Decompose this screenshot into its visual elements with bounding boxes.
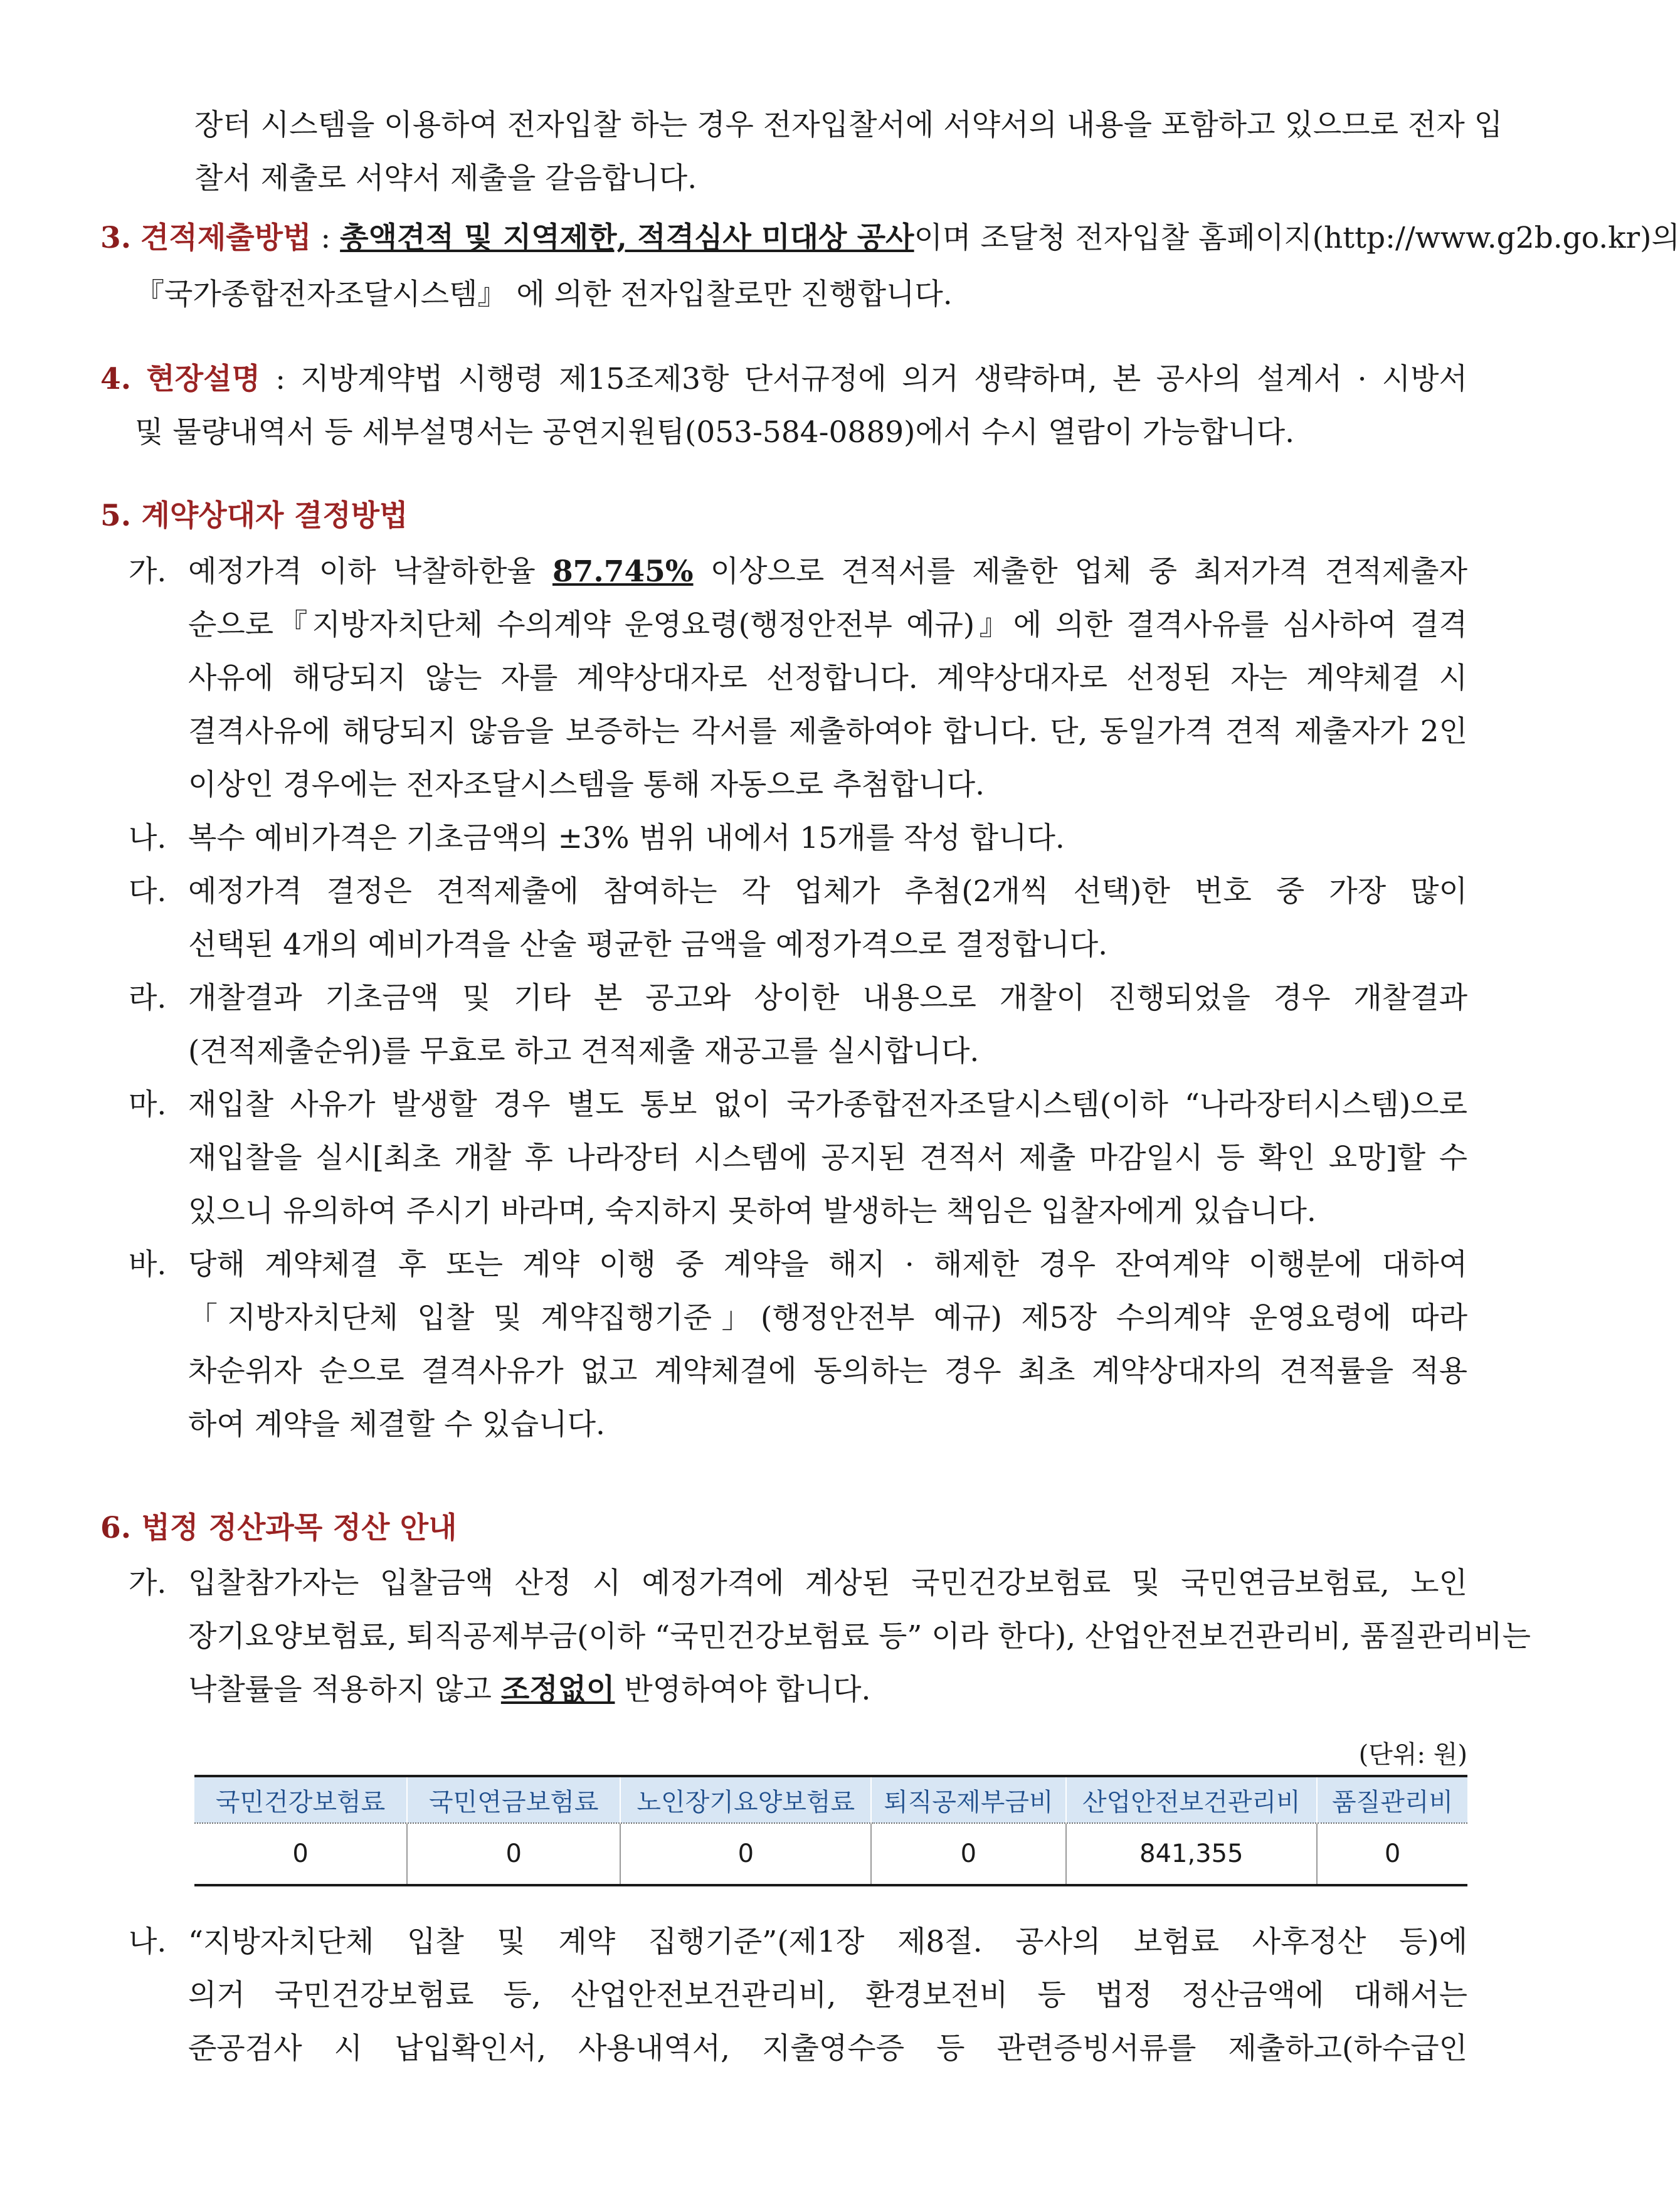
item-5-ra-line-1: 개찰결과 기초금액 및 기타 본 공고와 상이한 내용으로 개찰이 진행되었을 경우 개찰결과 bbox=[188, 981, 1467, 1015]
item-5-ba-line: 「지방자치단체 입찰 및 계약집행기준」(행정안전부 예규) 제5장 수의계약 운영요령에 따라 bbox=[188, 1301, 1467, 1335]
item-marker: 다. bbox=[129, 874, 167, 909]
section-4-title: 현장설명 bbox=[146, 362, 260, 396]
unit-label: (단위: 원) bbox=[1358, 1740, 1467, 1769]
table-row bbox=[194, 1823, 1467, 1885]
item-marker: 나. bbox=[129, 821, 167, 855]
item-marker: 라. bbox=[129, 981, 167, 1015]
item-marker: 마. bbox=[129, 1087, 167, 1122]
bid-rate: 87.745% bbox=[552, 554, 694, 589]
section-6-title: 법정 정산과목 정산 안내 bbox=[141, 1511, 457, 1545]
item-marker: 가. bbox=[129, 554, 167, 589]
item-6-na-line: 준공검사 시 납입확인서, 사용내역서, 지출영수증 등 관련증빙서류를 제출하고(하수급인 bbox=[188, 2031, 1467, 2066]
item-6-ga-line-3-post: 반영하여야 합니다. bbox=[615, 1673, 871, 1707]
item-5-da-line: 선택된 4개의 예비가격을 산술 평균한 금액을 예정가격으로 결정합니다. bbox=[188, 928, 1108, 962]
item-6-ga-line-2: 장기요양보험료, 퇴직공제부금(이하 “국민건강보험료 등” 이라 한다), 산업안전보건관리비, 품질관리비는 bbox=[188, 1619, 1531, 1654]
section-3-line-1-rest: 이며 조달청 전자입찰 홈페이지(http://www.g2b.go.kr)의 bbox=[914, 221, 1680, 255]
section-6-number: 6. bbox=[100, 1511, 132, 1545]
table-cell: 0 bbox=[1317, 1823, 1467, 1885]
table-header-cell: 노인장기요양보험료 bbox=[620, 1776, 871, 1823]
item-5-ga-line-1 bbox=[188, 553, 1467, 591]
section-3-emphasis: 총액견적 및 지역제한, 적격심사 미대상 공사 bbox=[340, 221, 914, 255]
item-5-ma-line: 있으니 유의하여 주시기 바라며, 숙지하지 못하여 발생하는 책임은 입찰자에게 있습니다. bbox=[188, 1194, 1316, 1229]
item-5-ga-pre: 예정가격 이하 낙찰하한율 bbox=[188, 554, 552, 589]
section-5-number: 5. bbox=[100, 499, 132, 533]
item-6-na-line-1: “지방자치단체 입찰 및 계약 집행기준”(제1장 제8절. 공사의 보험료 사후정산 등)에 bbox=[188, 1925, 1467, 1959]
table-cell: 0 bbox=[620, 1823, 871, 1885]
section-6-heading bbox=[100, 1510, 457, 1547]
section-4-number: 4. bbox=[100, 362, 132, 396]
intro-line-1: 장터 시스템을 이용하여 전자입찰 하는 경우 전자입찰서에 서약서의 내용을 포함하고 있으므로 전자 입 bbox=[194, 108, 1503, 142]
section-4-line-1 bbox=[100, 361, 1467, 398]
item-5-ga-line: 이상인 경우에는 전자조달시스템을 통해 자동으로 추첨합니다. bbox=[188, 768, 985, 802]
statutory-fee-table bbox=[194, 1775, 1467, 1886]
item-5-ga-line: 결격사유에 해당되지 않음을 보증하는 각서를 제출하여야 합니다. 단, 동일가격 견적 제출자가 2인 bbox=[188, 714, 1467, 749]
section-3-number: 3. bbox=[100, 221, 132, 255]
table-header-cell: 국민건강보험료 bbox=[194, 1776, 407, 1823]
item-6-ga-line-1: 입찰참가자는 입찰금액 산정 시 예정가격에 계상된 국민건강보험료 및 국민연금보험료, 노인 bbox=[188, 1566, 1467, 1600]
item-5-ba-line: 하여 계약을 체결할 수 있습니다. bbox=[188, 1407, 605, 1442]
item-6-ga-line-3 bbox=[188, 1671, 1467, 1709]
item-6-na-line: 의거 국민건강보험료 등, 산업안전보건관리비, 환경보전비 등 법정 정산금액에 대해서는 bbox=[188, 1978, 1467, 2012]
table-header-cell: 품질관리비 bbox=[1317, 1776, 1467, 1823]
item-5-ga-line: 순으로『지방자치단체 수의계약 운영요령(행정안전부 예규)』에 의한 결격사유를 심사하여 결격 bbox=[188, 608, 1467, 642]
item-6-ga-line-3-pre: 낙찰률을 적용하지 않고 bbox=[188, 1673, 501, 1707]
item-marker: 바. bbox=[129, 1247, 167, 1282]
no-adjustment-emphasis: 조정없이 bbox=[500, 1673, 615, 1707]
table-header-cell: 국민연금보험료 bbox=[407, 1776, 620, 1823]
section-5-heading bbox=[100, 497, 408, 535]
section-4-line-2: 및 물량내역서 등 세부설명서는 공연지원팀(053-584-0889)에서 수시 열람이 가능합니다. bbox=[135, 415, 1295, 450]
table-cell: 841,355 bbox=[1066, 1823, 1318, 1885]
item-5-ra-line: (견적제출순위)를 무효로 하고 견적제출 재공고를 실시합니다. bbox=[188, 1034, 980, 1069]
section-4-line-1-rest: : 지방계약법 시행령 제15조제3항 단서규정에 의거 생략하며, 본 공사의 설계서 · 시방서 bbox=[260, 362, 1467, 396]
item-5-da-line-1: 예정가격 결정은 견적제출에 참여하는 각 업체가 추첨(2개씩 선택)한 번호 중 가장 많이 bbox=[188, 874, 1467, 909]
item-5-ga-post: 이상으로 견적서를 제출한 업체 중 최저가격 견적제출자 bbox=[693, 554, 1468, 589]
item-marker: 나. bbox=[129, 1925, 167, 1959]
item-5-ma-line: 재입찰을 실시[최초 개찰 후 나라장터 시스템에 공지된 견적서 제출 마감일시 등 확인 요망]할 수 bbox=[188, 1141, 1467, 1175]
table-header-cell: 퇴직공제부금비 bbox=[871, 1776, 1065, 1823]
item-5-na-line-1: 복수 예비가격은 기초금액의 ±3% 범위 내에서 15개를 작성 합니다. bbox=[188, 821, 1065, 855]
table-cell: 0 bbox=[871, 1823, 1065, 1885]
table-header-row bbox=[194, 1776, 1467, 1823]
section-3-separator: : bbox=[311, 221, 341, 255]
section-3-line-2: 『국가종합전자조달시스템』 에 의한 전자입찰로만 진행합니다. bbox=[135, 277, 953, 312]
section-5-title: 계약상대자 결정방법 bbox=[141, 499, 408, 533]
section-3-title: 견적제출방법 bbox=[140, 221, 312, 255]
item-5-ba-line: 차순위자 순으로 결격사유가 없고 계약체결에 동의하는 경우 최초 계약상대자의 견적률을 적용 bbox=[188, 1354, 1467, 1388]
section-3-line-1 bbox=[100, 219, 1680, 257]
item-marker: 가. bbox=[129, 1566, 167, 1600]
intro-line-2: 찰서 제출로 서약서 제출을 갈음합니다. bbox=[194, 161, 697, 196]
table-cell: 0 bbox=[407, 1823, 620, 1885]
item-5-ga-line: 사유에 해당되지 않는 자를 계약상대자로 선정합니다. 계약상대자로 선정된 자는 계약체결 시 bbox=[188, 661, 1467, 695]
item-5-ma-line-1: 재입찰 사유가 발생할 경우 별도 통보 없이 국가종합전자조달시스템(이하 “나라장터시스템)으로 bbox=[188, 1087, 1467, 1122]
table-cell: 0 bbox=[194, 1823, 407, 1885]
table-header-cell: 산업안전보건관리비 bbox=[1066, 1776, 1318, 1823]
item-5-ba-line-1: 당해 계약체결 후 또는 계약 이행 중 계약을 해지 · 해제한 경우 잔여계약 이행분에 대하여 bbox=[188, 1247, 1467, 1282]
